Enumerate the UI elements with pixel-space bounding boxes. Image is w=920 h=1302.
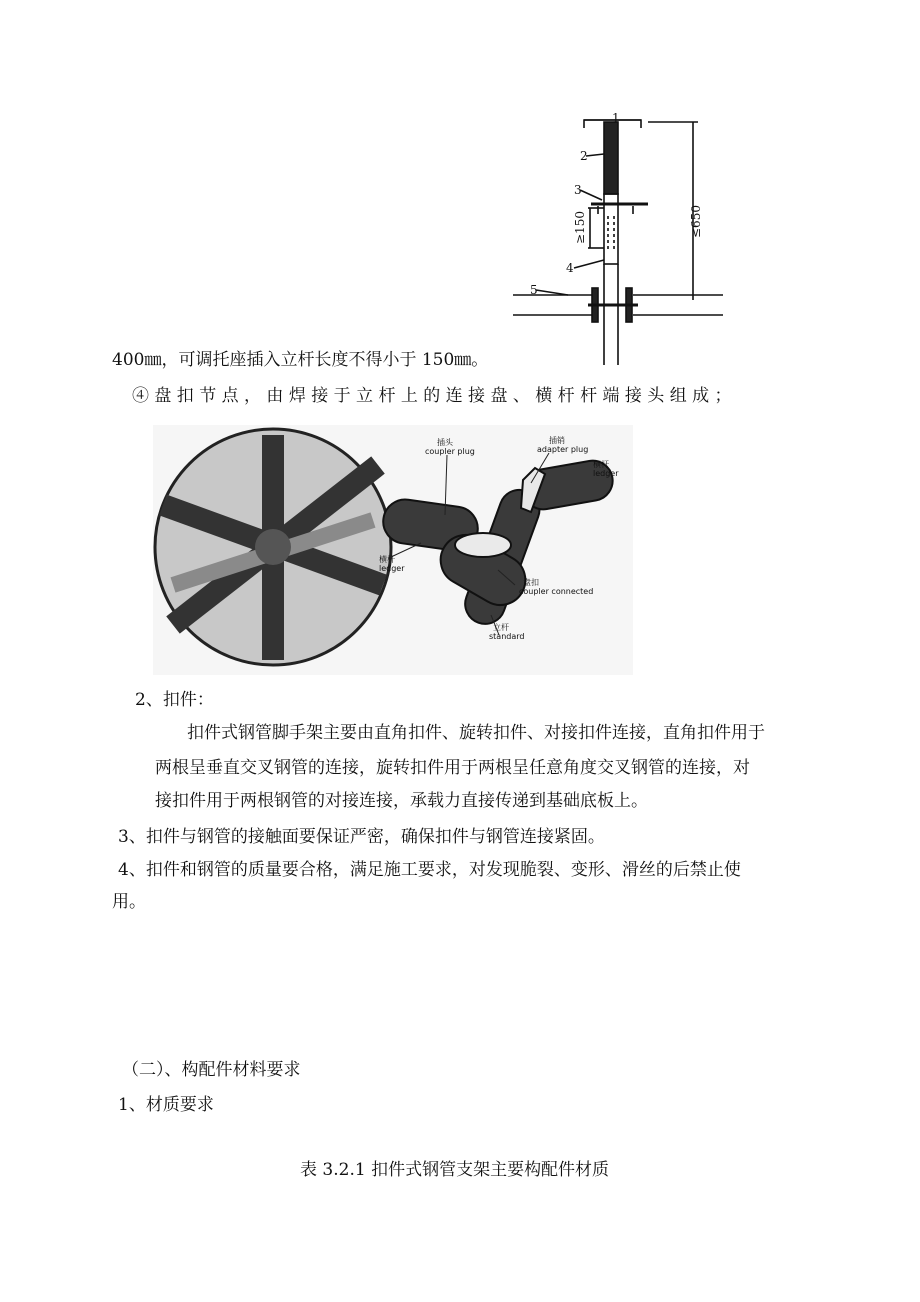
item-4-line-2: 用。 xyxy=(112,892,146,912)
section-2-line-3: 接扣件用于两根钢管的对接连接，承载力直接传递到基础底板上。 xyxy=(155,791,648,811)
callout-1: 1 xyxy=(612,111,620,125)
label-ledger-left-cn: 横杆 xyxy=(379,555,395,564)
label-disc-en: coupler connected xyxy=(519,587,594,596)
callout-4: 4 xyxy=(566,261,574,275)
item-4-disc-node: ④ 盘 扣 节 点 ， 由 焊 接 于 立 杆 上 的 连 接 盘 、 横 杆 杆 端 接 头 组 成 ； xyxy=(132,386,732,406)
dim-650-label: ≤650 xyxy=(689,205,703,238)
section-2-line-1: 扣件式钢管脚手架主要由直角扣件、旋转扣件、对接扣件连接，直角扣件用于 xyxy=(187,723,765,743)
item-3: 3、扣件与钢管的接触面要保证严密，确保扣件与钢管连接紧固。 xyxy=(118,827,605,847)
para-400: 400㎜，可调托座插入立杆长度不得小于 150㎜。 xyxy=(112,350,489,370)
node-photo-circle xyxy=(155,429,391,665)
label-standard-en: standard xyxy=(489,632,525,641)
callout-2: 2 xyxy=(580,149,588,163)
disc-lock-node-figure xyxy=(153,425,633,675)
label-pin-cn: 插销 xyxy=(549,436,565,445)
section-2-title: 2、扣件： xyxy=(135,690,214,710)
label-plug-cn: 插头 xyxy=(437,438,453,447)
label-pin-en: adapter plug xyxy=(537,445,589,454)
item-4-line-1: 4、扣件和钢管的质量要合格，满足施工要求，对发现脆裂、变形、滑丝的后禁止使 xyxy=(118,860,741,880)
label-disc-cn: 盘扣 xyxy=(523,578,539,587)
label-ledger-right-en: ledger xyxy=(593,469,619,478)
heading-2: （二）、构配件材料要求 xyxy=(122,1060,301,1080)
exploded-coupler-view xyxy=(380,453,615,635)
label-ledger-left-en: ledger xyxy=(379,564,405,573)
adjustable-jack-diagram xyxy=(508,110,733,370)
dim-150-label: ≥150 xyxy=(573,211,587,244)
label-standard-cn: 立杆 xyxy=(493,623,509,632)
callout-5: 5 xyxy=(530,283,538,297)
label-ledger-right-cn: 横杆 xyxy=(593,460,609,469)
section-2-line-2: 两根呈垂直交叉钢管的连接，旋转扣件用于两根呈任意角度交叉钢管的连接，对 xyxy=(155,758,750,778)
table-caption: 表 3.2.1 扣件式钢管支架主要构配件材质 xyxy=(300,1160,610,1180)
callout-3: 3 xyxy=(574,183,582,197)
label-plug-en: coupler plug xyxy=(425,447,475,456)
heading-2-1: 1、材质要求 xyxy=(118,1095,214,1115)
